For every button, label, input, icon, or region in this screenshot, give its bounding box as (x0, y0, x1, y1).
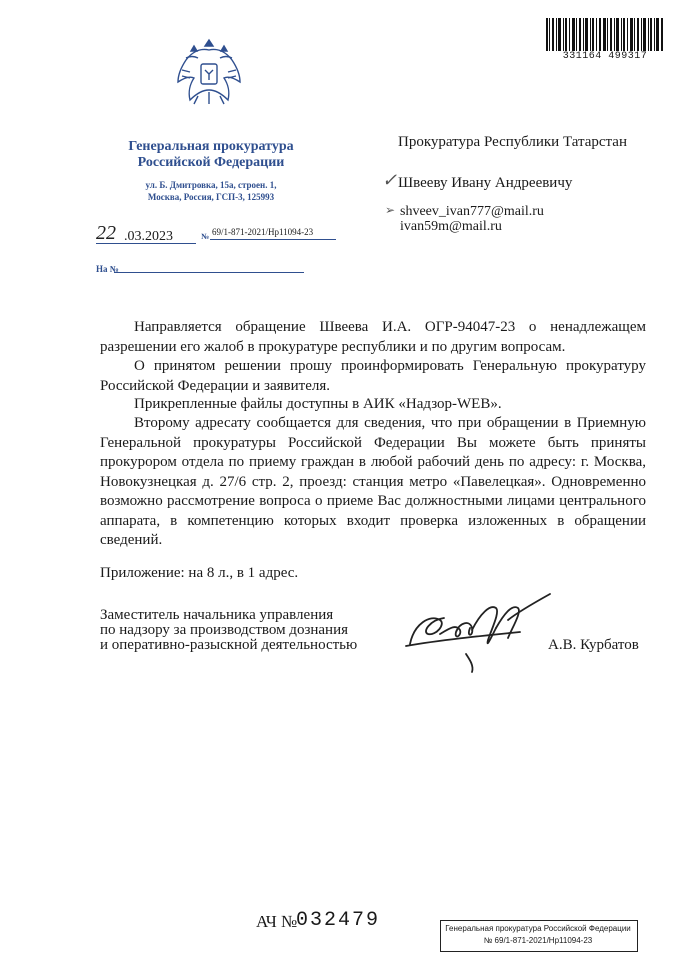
coat-of-arms-icon (172, 34, 246, 114)
issuer-name-line2: Российской Федерации (137, 155, 285, 170)
email-arrow-icon: ➢ (385, 203, 396, 217)
reg-number-label: № (201, 232, 210, 241)
recipient-organization: Прокуратура Республики Татарстан (398, 134, 627, 150)
reference-number-label: На № (96, 264, 119, 274)
signer-title-line3: и оперативно-разыскной деятельностью (100, 637, 358, 653)
body-paragraph-4 (100, 414, 646, 551)
check-mark-icon: ✓ (382, 170, 398, 190)
form-serial-number: 032479 (296, 909, 381, 932)
body-paragraph-1 (100, 318, 646, 357)
reference-number-underline (114, 272, 304, 273)
handwritten-signature (400, 584, 560, 674)
date-month-year: .03.2023 (124, 229, 173, 244)
reg-number: 69/1-871-2021/Нр11094-23 (212, 227, 314, 237)
reg-number-underline (210, 239, 336, 240)
body-paragraph-1-text: Направляется обращение Швеева И.А. ОГР-94047-23 о ненадлежащем разрешении его жалоб в прокуратуре республики и по другим вопросам. (100, 319, 646, 355)
form-serial-label: АЧ № (256, 912, 298, 931)
body-paragraph-3 (100, 395, 646, 415)
signer-name: А.В. Курбатов (548, 637, 639, 653)
signer-title-line1: Заместитель начальника управления (100, 607, 334, 623)
recipient-email-2: ivan59m@mail.ru (400, 219, 502, 234)
registration-stamp-line2: № 69/1-871-2021/Нр11094-23 (483, 936, 593, 945)
attachment-note: Приложение: на 8 л., в 1 адрес. (100, 565, 299, 581)
signer-title-line2: по надзору за производством дознания (100, 622, 349, 638)
issuer-address-line2: Москва, Россия, ГСП-3, 125993 (147, 192, 275, 202)
body-paragraph-2 (100, 357, 646, 396)
date-day-handwritten: 22 (96, 222, 116, 244)
recipient-email-1: shveev_ivan777@mail.ru (400, 204, 544, 219)
body-paragraph-4-text: Второму адресату сообщается для сведения, что при обращении в Приемную Генеральной прокуратуры Российской Федерации Вы можете быть приняты прокурором отдела по приему граждан в любой рабочий день по адресу: г. Москва, Новокузнецкая д. 27/6 стр. 2, проезд: станция метро «Павелецкая». Одновременно возможно рассмотрение вопроса о приеме Вас должностными лицами центрального аппарата, в компетенцию которых входит проверка изложенных в обращении сведений. (100, 415, 646, 548)
barcode-number: 331164 499317 (546, 51, 664, 62)
recipient-name: Швееву Ивану Андреевичу (398, 175, 573, 191)
registration-stamp-line1: Генеральная прокуратура Российской Федерации (445, 924, 631, 933)
issuer-address-line1: ул. Б. Дмитровка, 15а, строен. 1, (145, 180, 277, 190)
body-paragraph-2-text: О принятом решении прошу проинформировать Генеральную прокуратуру Российской Федерации и заявителя. (100, 358, 646, 394)
issuer-name-line1: Генеральная прокуратура (128, 139, 294, 154)
body-paragraph-3-text: Прикрепленные файлы доступны в АИК «Надзор-WEB». (134, 396, 502, 412)
